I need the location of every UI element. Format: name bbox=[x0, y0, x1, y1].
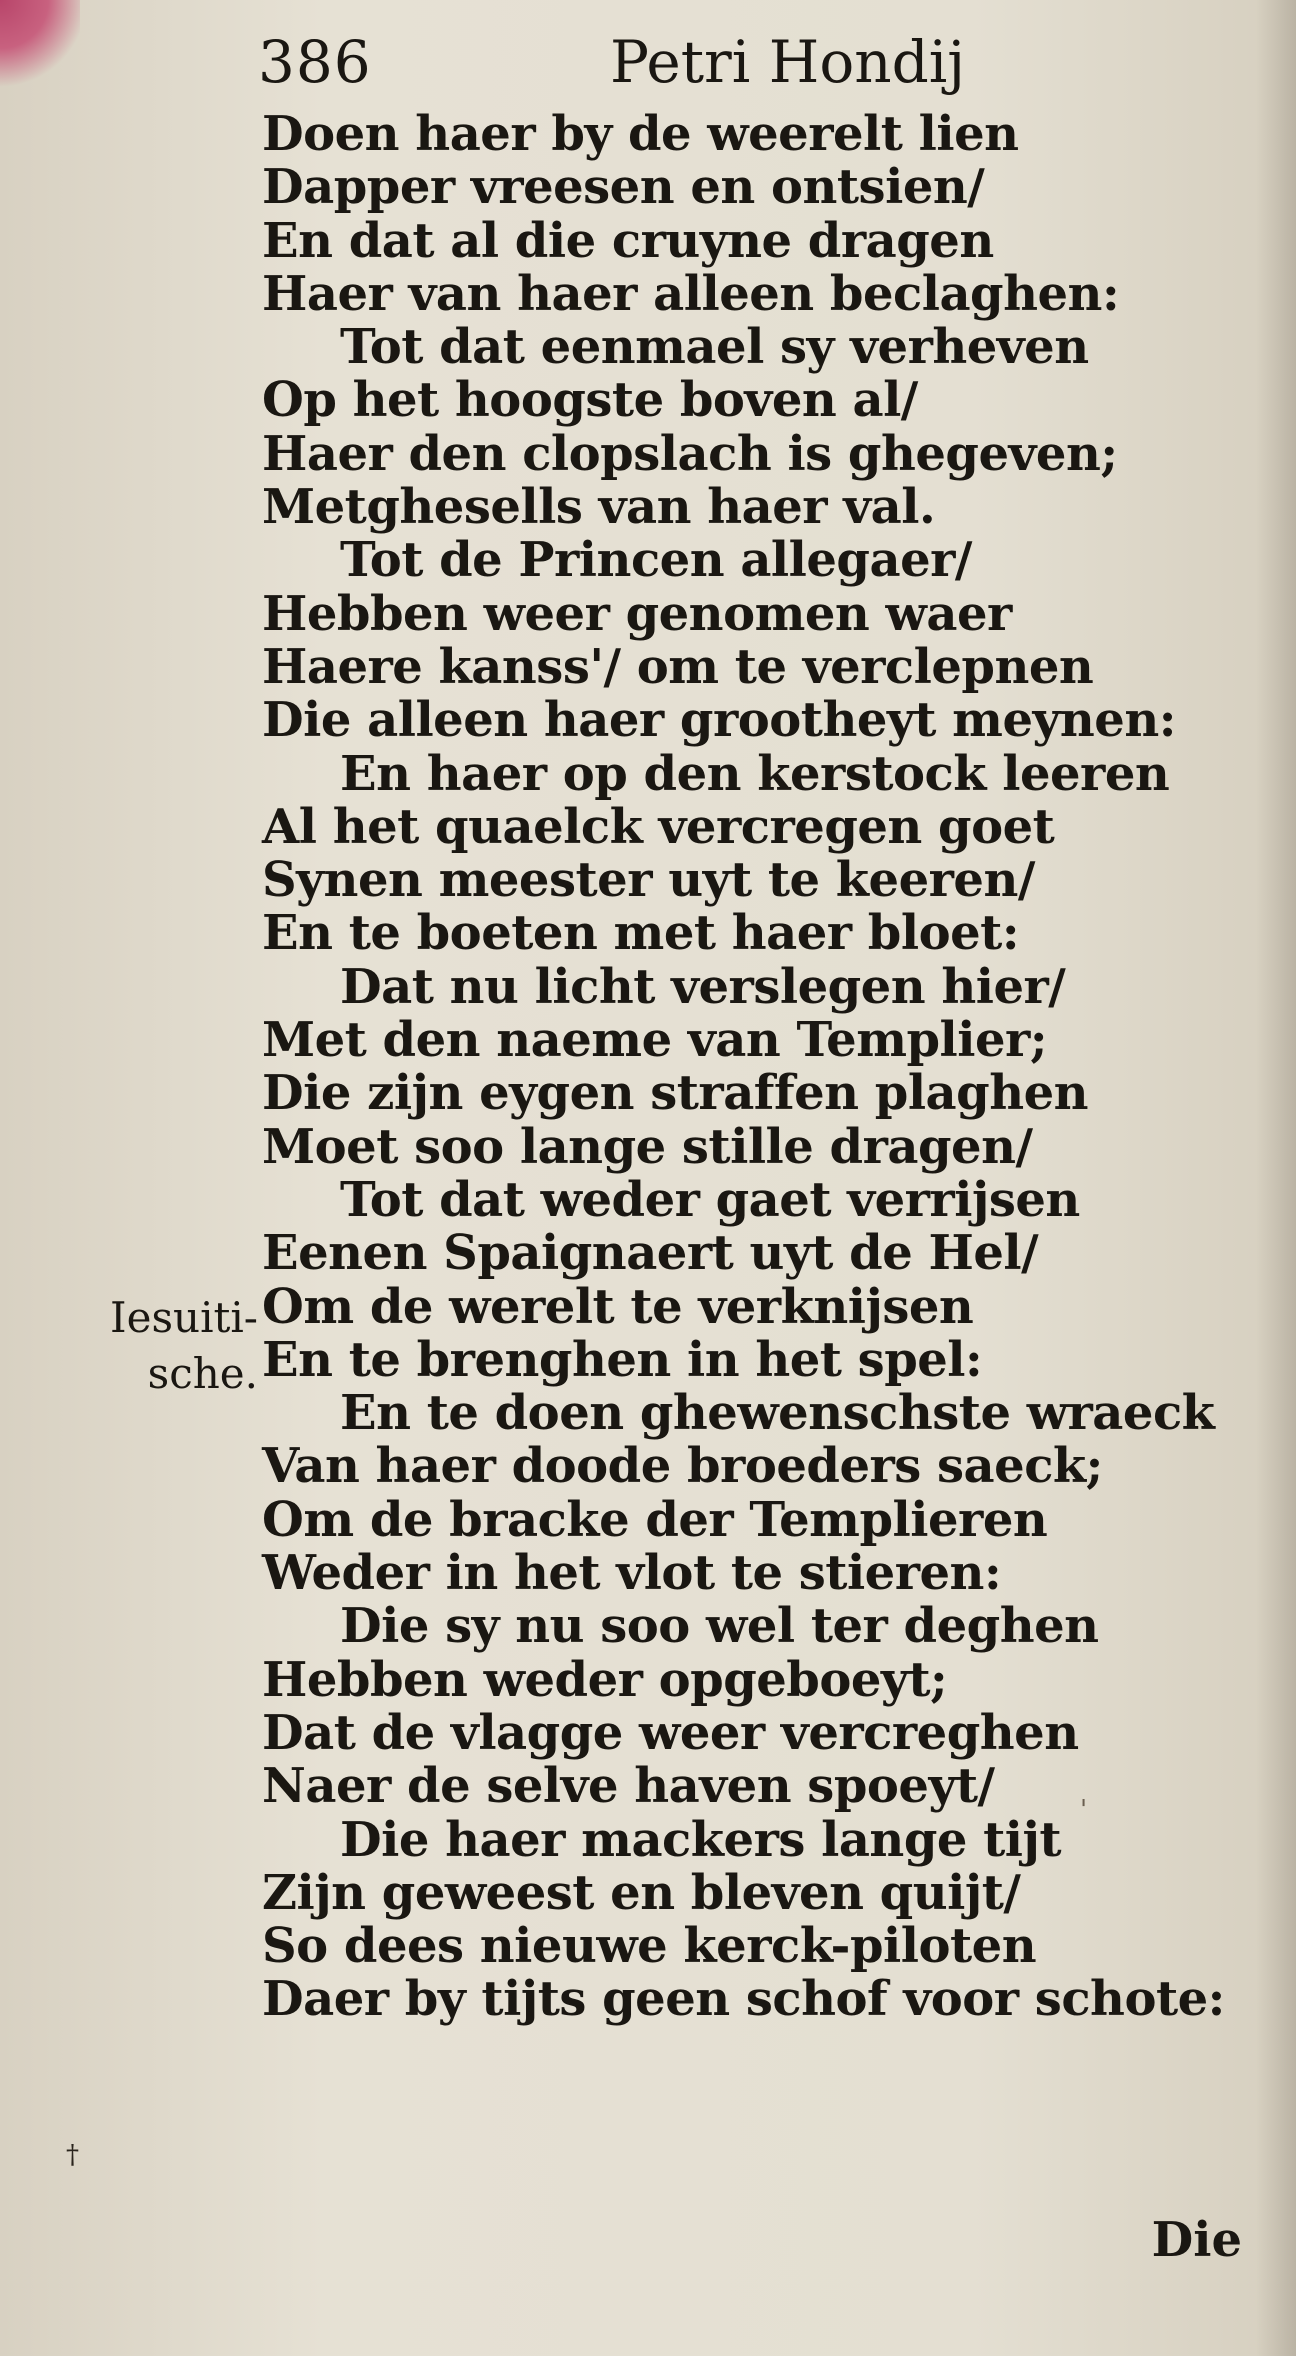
verse-line: Eenen Spaignaert uyt de Hel/ bbox=[262, 1225, 1039, 1282]
verse-line: En te doen ghewenschste wraeck bbox=[340, 1385, 1215, 1442]
verse-line: En dat al die cruyne dragen bbox=[262, 212, 994, 269]
catchword: Die bbox=[1151, 2212, 1242, 2268]
verse-line: En te boeten met haer bloet: bbox=[262, 905, 1020, 962]
dagger-mark-icon: † bbox=[66, 2140, 79, 2170]
verse-block bbox=[262, 108, 1262, 2027]
verse-line: En te brenghen in het spel: bbox=[262, 1331, 983, 1388]
verse-line: Haere kanss'/ om te verclepnen bbox=[262, 638, 1094, 695]
verse-line: Haer van haer alleen beclaghen: bbox=[262, 265, 1120, 322]
verse-line: Met den naeme van Templier; bbox=[262, 1012, 1048, 1069]
verse-line: En haer op den kerstock leeren bbox=[340, 745, 1170, 802]
spot-mark-icon: ' bbox=[1080, 1795, 1088, 1825]
verse-line: Tot dat weder gaet verrijsen bbox=[340, 1171, 1080, 1228]
verse-line: Moet soo lange stille dragen/ bbox=[262, 1118, 1033, 1175]
verse-line: Haer den clopslach is ghegeven; bbox=[262, 425, 1118, 482]
verse-line: Om de bracke der Templieren bbox=[262, 1491, 1048, 1548]
verse-line: Doen haer by de weerelt lien bbox=[262, 106, 1019, 162]
verse-line: Die haer mackers lange tijt bbox=[340, 1811, 1062, 1868]
running-head: Petri Hondij bbox=[610, 28, 966, 96]
verse-line: Naer de selve haven spoeyt/ bbox=[262, 1758, 995, 1815]
verse-line: Die zijn eygen straffen plaghen bbox=[262, 1065, 1089, 1122]
verse-line: Synen meester uyt te keeren/ bbox=[262, 852, 1035, 909]
verse-line: Op het hoogste boven al/ bbox=[262, 372, 918, 429]
verse-line: Dat de vlagge weer vercreghen bbox=[262, 1704, 1079, 1761]
page-number: 386 bbox=[258, 28, 372, 96]
pink-corner-mark bbox=[0, 0, 80, 90]
verse-line: Dapper vreesen en ontsien/ bbox=[262, 159, 985, 216]
verse-line: Hebben weer genomen waer bbox=[262, 585, 1012, 642]
verse-line: Dat nu licht verslegen hier/ bbox=[340, 958, 1066, 1015]
verse-line: Weder in het vlot te stieren: bbox=[262, 1545, 1002, 1602]
verse-line: Tot dat eenmael sy verheven bbox=[340, 319, 1089, 376]
verse-line: Daer by tijts geen schof voor schote: bbox=[262, 1971, 1225, 2028]
verse-line: Metghesells van haer val. bbox=[262, 479, 936, 536]
verse-line: Die alleen haer grootheyt meynen: bbox=[262, 692, 1176, 749]
verse-line: Zijn geweest en bleven quijt/ bbox=[262, 1864, 1021, 1921]
verse-line: Om de werelt te verknijsen bbox=[262, 1278, 974, 1335]
verse-line: Hebben weder opgeboeyt; bbox=[262, 1651, 948, 1708]
verse-line: Tot de Princen allegaer/ bbox=[340, 532, 972, 589]
page-header bbox=[250, 28, 1010, 98]
verse-line: So dees nieuwe kerck-piloten bbox=[262, 1918, 1037, 1975]
verse-line: Die sy nu soo wel ter deghen bbox=[340, 1598, 1099, 1655]
verse-line: Van haer doode broeders saeck; bbox=[262, 1438, 1103, 1495]
verse-line: Al het quaelck vercregen goet bbox=[262, 798, 1055, 855]
margin-note: Iesuiti-sche. bbox=[110, 1293, 258, 1398]
